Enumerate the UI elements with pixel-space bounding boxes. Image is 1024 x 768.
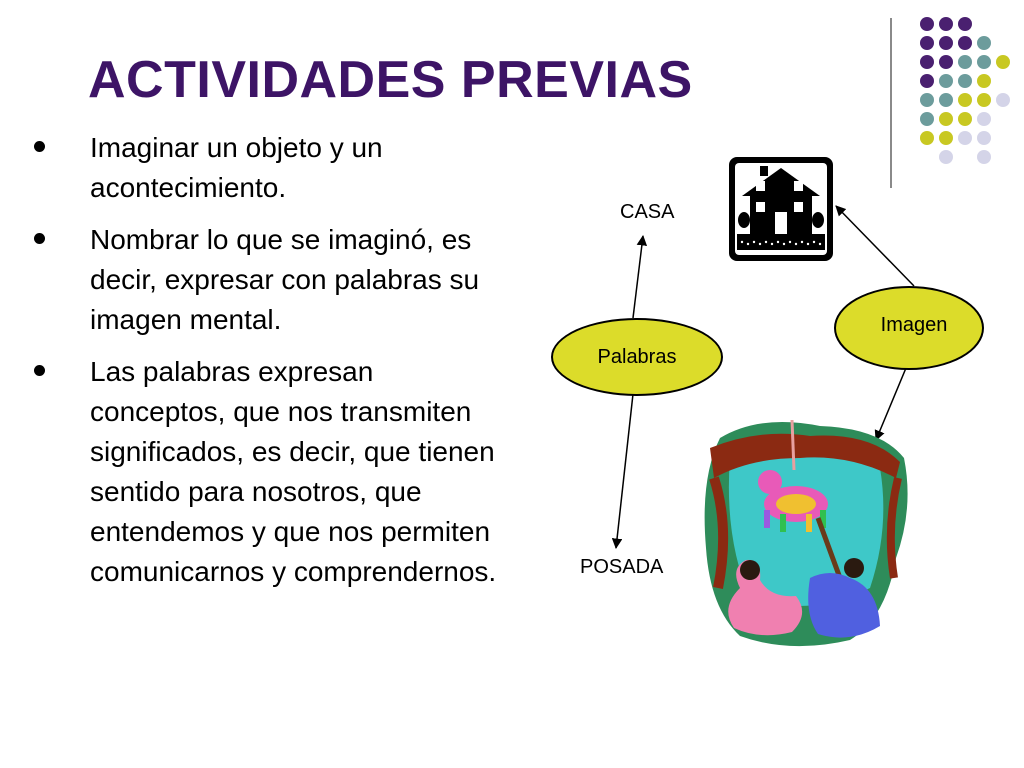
- slide-title: ACTIVIDADES PREVIAS: [88, 51, 693, 109]
- house-clipart-icon: [728, 156, 834, 262]
- arrow-palabras-to-posada: [616, 394, 633, 548]
- bullet-text: Imaginar un objeto y un acontecimiento.: [90, 132, 383, 203]
- pinata-clipart-icon: [700, 418, 914, 650]
- posada-label: POSADA: [580, 556, 664, 578]
- palabras-label: Palabras: [597, 345, 677, 368]
- imagen-label: Imagen: [880, 313, 948, 336]
- bullet-text: Las palabras expresan conceptos, que nos transmiten significados, es decir, que tienen sentido para nosotros, que entendemos y que nos permiten comunicarnos y comprendernos.: [90, 356, 497, 587]
- imagen-ellipse: [834, 286, 984, 370]
- palabras-ellipse: [551, 318, 723, 396]
- bullet-text: Nombrar lo que se imaginó, es decir, expresar con palabras su imagen mental.: [90, 224, 480, 335]
- arrow-imagen-to-house: [836, 206, 914, 286]
- casa-label: CASA: [620, 201, 675, 223]
- arrow-palabras-to-casa: [633, 236, 643, 318]
